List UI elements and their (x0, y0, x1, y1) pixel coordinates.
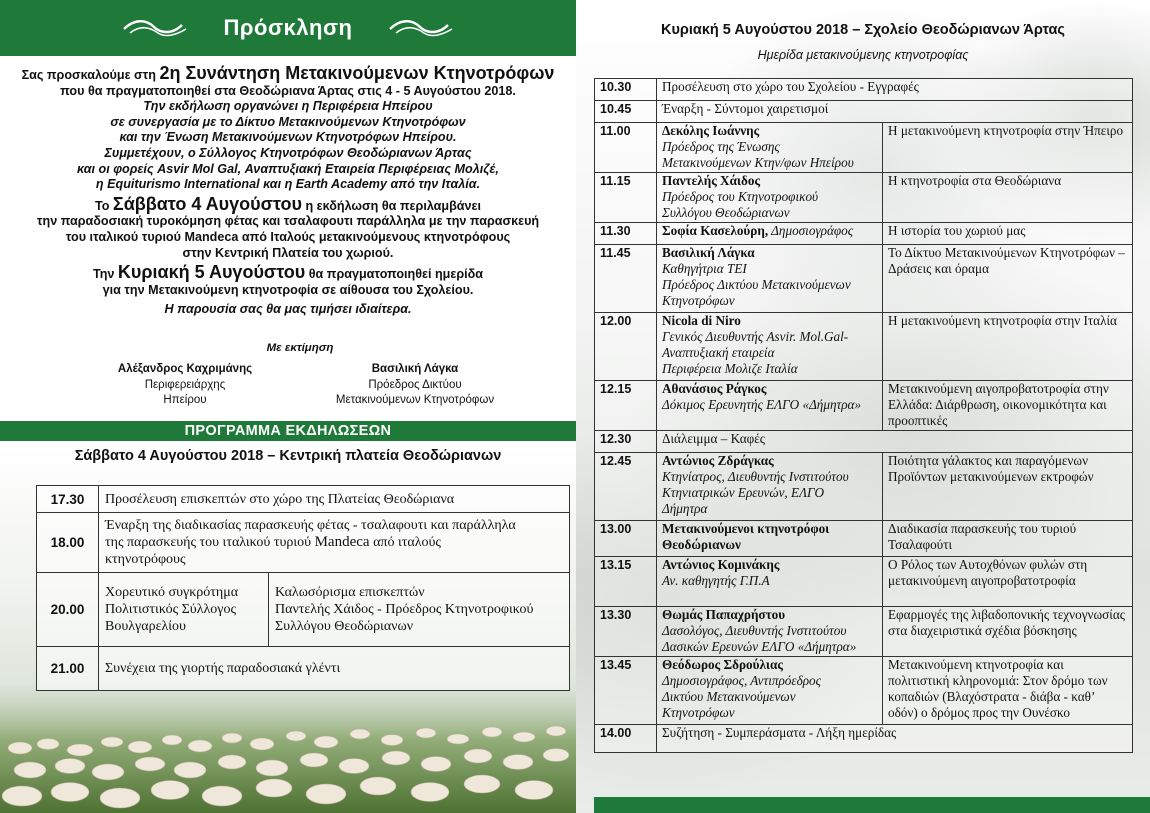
time-cell: 10.45 (595, 101, 657, 123)
program-title: ΠΡΟΓΡΑΜΜΑ ΕΚΔΗΛΩΣΕΩΝ (0, 421, 576, 441)
time-cell: 17.30 (37, 486, 99, 513)
time-cell: 20.00 (37, 573, 99, 647)
speaker-name: Μετακινούμενοι κτηνοτρόφοι Θεοδώριανων (662, 521, 830, 552)
table-row (595, 223, 1133, 245)
speaker-role: Καθηγήτρια ΤΕΙ (662, 261, 747, 276)
saturday-line: στην Κεντρική Πλατεία του χωριού. (182, 245, 394, 260)
intro-italic-line: και την Ένωση Μετακινούμενων Κτηνοτρόφων Ηπείρου. (119, 130, 457, 145)
saturday-line: του ιταλικού τυριού Mandeca από Ιταλούς μετακινούμενους κτηνοτρόφους (65, 229, 511, 244)
sunday-schedule (594, 78, 1133, 753)
signer: Αλέξανδρος Καχριμάνης Περιφερειάρχης Ηπείρου (117, 363, 253, 406)
topic-cell: Μετακινούμενη κτηνοτροφία και πολιτιστική κληρονομιά: Στον δρόμο των κοπαδιών (Βλαχόστρατα - διάβα - καθ’ οδόν) ο δρόμος προς την Ουνέσκο (883, 657, 1133, 725)
event-cell: Έναρξη της διαδικασίας παρασκευής φέτας - τσαλαφουτι και παράλληλα της παρασκευής του ιταλικού τυριού Mandeca από ιταλούς κτηνοτρόφους (99, 513, 570, 573)
table-row (595, 79, 1133, 101)
meeting-title: 2η Συνάντηση Μετακινούμενων Κτηνοτρόφων (159, 63, 555, 83)
time-cell: 11.00 (595, 123, 657, 173)
table-row (37, 573, 570, 647)
sheep-field-image (0, 700, 576, 813)
speaker-role: Δασολόγος, Διευθυντής Ινστιτούτου (662, 623, 847, 638)
speaker-role: Κτηνοτρόφων (662, 705, 735, 720)
table-row (595, 607, 1133, 657)
speaker-role: Δήμητρα (662, 501, 708, 516)
topic-cell: Διαδικασία παρασκευής του τυριού Τσαλαφούτι (883, 521, 1133, 557)
sunday-line: για την Μετακινούμενη κτηνοτροφία σε αίθουσα του Σχολείου. (102, 282, 474, 297)
table-row (595, 313, 1133, 381)
event-cell: Καλωσόρισμα επισκεπτών Παντελής Χάιδος - Πρόεδρος Κτηνοτροφικού Συλλόγου Θεοδώριανων (269, 573, 570, 647)
table-row (595, 557, 1133, 607)
speaker-role: Μετακινούμενων Κτην/φων Ηπείρου (662, 155, 854, 170)
speaker-name: Δεκόλης Ιωάννης (662, 123, 760, 138)
sunday-heading: Κυριακή 5 Αυγούστου 2018 – Σχολείο Θεοδώριανων Άρτας (661, 22, 1065, 38)
speaker-name: Βασιλική Λάγκα (662, 245, 755, 260)
intro-italic-line: η Equiturismo International και η Earth Academy από την Ιταλία. (95, 177, 481, 192)
speaker-cell (657, 173, 883, 223)
table-row (595, 101, 1133, 123)
topic-cell: Το Δίκτυο Μετακινούμενων Κτηνοτρόφων – Δράσεις και όραμα (883, 245, 1133, 313)
table-row (595, 657, 1133, 725)
time-cell: 12.15 (595, 381, 657, 431)
time-cell: 11.15 (595, 173, 657, 223)
time-cell: 10.30 (595, 79, 657, 101)
table-row (595, 521, 1133, 557)
session-cell: Συζήτηση - Συμπεράσματα - Λήξη ημερίδας (657, 725, 1133, 753)
topic-cell: Η μετακινούμενη κτηνοτροφία στην Ιταλία (883, 313, 1133, 381)
speaker-name: Αντώνιος Ζδράγκας (662, 453, 774, 468)
time-cell: 13.30 (595, 607, 657, 657)
table-row (595, 381, 1133, 431)
time-cell: 12.45 (595, 453, 657, 521)
time-cell: 18.00 (37, 513, 99, 573)
speaker-role: Πρόεδρος του Κτηνοτροφικού (662, 189, 819, 204)
time-cell: 14.00 (595, 725, 657, 753)
speaker-role: Συλλόγου Θεοδώριανων (662, 205, 790, 220)
intro-italic-line: σε συνεργασία με το Δίκτυο Μετακινούμενων Κτηνοτρόφων (110, 114, 466, 129)
session-cell: Έναρξη - Σύντομοι χαιρετισμοί (657, 101, 1133, 123)
swirl-right-icon (386, 17, 456, 39)
saturday-paragraph: Το Σάββατο 4 Αυγούστου η εκδήλωση θα περιλαμβάνει (94, 193, 482, 214)
speaker-cell (657, 453, 883, 521)
speaker-cell (657, 657, 883, 725)
speaker-cell (657, 123, 883, 173)
speaker-cell (657, 223, 883, 245)
saturday-schedule (36, 485, 570, 691)
speaker-cell (657, 245, 883, 313)
speaker-name: Παντελής Χάιδος (662, 173, 761, 188)
speaker-role: Αν. καθηγητής Γ.Π.Α (662, 573, 770, 588)
table-row (595, 123, 1133, 173)
table-row (37, 486, 570, 513)
session-cell: Διάλειμμα – Καφές (657, 431, 1133, 453)
session-cell: Προσέλευση στο χώρο του Σχολείου - Εγγραφές (657, 79, 1133, 101)
intro-line-2: που θα πραγματοποιηθεί στα Θεοδώριανα Άρτας στις 4 - 5 Αυγούστου 2018. (60, 83, 516, 98)
table-row (595, 431, 1133, 453)
topic-cell: Η ιστορία του χωριού μας (883, 223, 1133, 245)
speaker-name: Σοφία Κασελούρη, (662, 223, 769, 238)
table-row (595, 173, 1133, 223)
speaker-role: Αναπτυξιακή εταιρεία (662, 345, 775, 360)
intro-italic-line: Την εκδήλωση οργανώνει η Περιφέρεια Ηπείρου (143, 99, 433, 114)
event-cell: Συνέχεια της γιορτής παραδοσιακά γλέντι (99, 647, 570, 691)
time-cell: 12.00 (595, 313, 657, 381)
speaker-cell (657, 607, 883, 657)
sunday-paragraph: Την Κυριακή 5 Αυγούστου θα πραγματοποιηθεί ημερίδα (92, 262, 484, 283)
speaker-role: Κτηνοτρόφων (662, 293, 735, 308)
speaker-cell (657, 521, 883, 557)
speaker-role: Δημοσιογράφος, Αντιπρόεδρος (662, 673, 821, 688)
speaker-role: Δημοσιογράφος (768, 223, 854, 238)
speaker-name: Nicola di Niro (662, 313, 741, 328)
speaker-role: Κτηνιατρικών Ερευνών, ΕΛΓΟ (662, 485, 825, 500)
saturday-line: την παραδοσιακή τυροκόμηση φέτας και τσαλαφουτι παράλληλα με την παρασκευή (36, 214, 540, 229)
signer: Βασιλική Λάγκα Πρόεδρος Δικτύου Μετακινούμενων Κτηνοτρόφων (335, 363, 495, 406)
speaker-role: Γενικός Διευθυντής Asvir. Mol.Gal- (662, 329, 849, 344)
speaker-name: Αντώνιος Κομινάκης (662, 557, 780, 572)
footer-bar (594, 797, 1150, 813)
table-row (595, 725, 1133, 753)
intro-italic-line: Συμμετέχουν, ο Σύλλογος Κτηνοτρόφων Θεοδώριανων Άρτας (104, 145, 472, 160)
table-row (37, 513, 570, 573)
honor-line: Η παρουσία σας θα μας τιμήσει ιδιαίτερα. (164, 302, 412, 317)
speaker-role: Δόκιμος Ερευνητής ΕΛΓΟ «Δήμητρα» (662, 397, 862, 412)
time-cell: 11.45 (595, 245, 657, 313)
speaker-role: Δικτύου Μετακινούμενων (662, 689, 796, 704)
time-cell: 12.30 (595, 431, 657, 453)
swirl-left-icon (120, 17, 190, 39)
speaker-role: Πρόεδρος της Ένωσης (662, 139, 780, 154)
table-row (595, 453, 1133, 521)
speaker-cell (657, 313, 883, 381)
topic-cell: Εφαρμογές της λιβαδοπονικής τεχνογνωσίας στα διαχειριστικά σχέδια βόσκησης (883, 607, 1133, 657)
time-cell: 11.30 (595, 223, 657, 245)
speaker-name: Θωμάς Παπαχρήστου (662, 607, 786, 622)
signers-head: Με εκτίμηση (266, 342, 334, 354)
topic-cell: Η μετακινούμενη κτηνοτροφία στην Ήπειρο (883, 123, 1133, 173)
intro-italic-line: και οι φορείς Asvir Mol Gal, Αναπτυξιακή Εταιρεία Περιφέρειας Μολιζέ, (77, 161, 499, 176)
topic-cell: Ποιότητα γάλακτος και παραγόμενων Προϊόντων μετακινούμενων εκτροφών (883, 453, 1133, 521)
topic-cell: Ο Ρόλος των Αυτοχθόνων φυλών στη μετακινούμενη αιγοπροβατοτροφία (883, 557, 1133, 607)
speaker-cell (657, 381, 883, 431)
table-row (37, 647, 570, 691)
time-cell: 21.00 (37, 647, 99, 691)
time-cell: 13.45 (595, 657, 657, 725)
topic-cell: Η κτηνοτροφία στα Θεοδώριανα (883, 173, 1133, 223)
time-cell: 13.00 (595, 521, 657, 557)
title-bar (0, 0, 576, 56)
event-cell: Χορευτικό συγκρότημα Πολιτιστικός Σύλλογος Βουλγαρελίου (99, 573, 269, 647)
speaker-role: Πρόεδρος Δικτύου Μετακινούμενων (662, 277, 851, 292)
saturday-heading: Σάββατο 4 Αυγούστου 2018 – Κεντρική πλατεία Θεοδώριανων (74, 448, 502, 464)
table-row (595, 245, 1133, 313)
speaker-name: Αθανάσιος Ράγκος (662, 381, 767, 396)
page-title: Πρόσκληση (223, 15, 353, 40)
speaker-cell (657, 557, 883, 607)
speaker-role: Δασικών Ερευνών ΕΛΓΟ «Δήμητρα» (662, 639, 857, 654)
signatures (70, 342, 530, 409)
speaker-name: Θεόδωρος Σδρούλιας (662, 657, 783, 672)
topic-cell: Μετακινούμενη αιγοπροβατοτροφία στην Ελλάδα: Διάρθρωση, οικονομικότητα και προοπτικές (883, 381, 1133, 431)
invitation-text (0, 63, 576, 318)
right-page (576, 0, 1150, 813)
speaker-role: Κτηνίατρος, Διευθυντής Ινστιτούτου (662, 469, 849, 484)
event-cell: Προσέλευση επισκεπτών στο χώρο της Πλατείας Θεοδώριανα (99, 486, 570, 513)
sunday-subheading: Ημερίδα μετακινούμενης κτηνοτροφίας (757, 48, 969, 62)
intro-line-1: Σας προσκαλούμε στη 2η Συνάντηση Μετακινούμενων Κτηνοτρόφων (21, 63, 555, 83)
time-cell: 13.15 (595, 557, 657, 607)
speaker-role: Περιφέρεια Μολιζε Ιταλία (662, 361, 798, 376)
